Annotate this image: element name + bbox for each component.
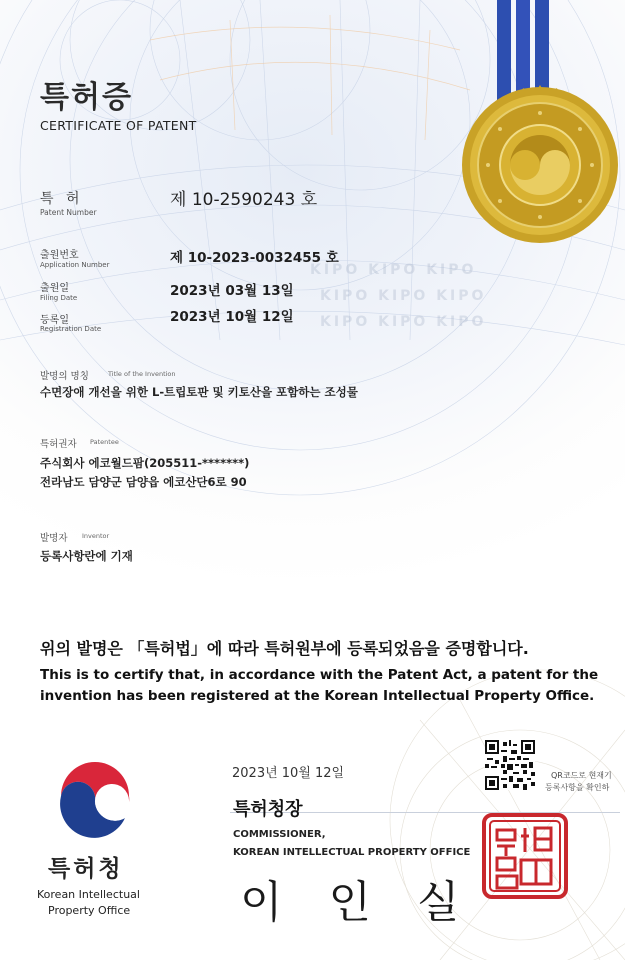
issue-date: 2023년 10월 12일 — [232, 766, 345, 781]
filing-date-label-ko: 출원일 — [40, 283, 69, 294]
kipo-name-en-line1: Korean Intellectual — [37, 888, 140, 901]
commissioner-title-ko: 특허청장 — [233, 799, 303, 820]
certificate-title-en: CERTIFICATE OF PATENT — [40, 118, 197, 133]
inventor-value: 등록사항란에 기재 — [40, 549, 133, 563]
patent-number-value: 제 10-2590243 호 — [170, 190, 318, 210]
registration-date-value: 2023년 10월 12일 — [170, 309, 294, 325]
certification-statement-ko: 위의 발명은 「특허법」에 따라 특허원부에 등록되었음을 증명합니다. — [40, 639, 529, 658]
application-number-value: 제 10-2023-0032455 호 — [170, 250, 339, 266]
kipo-watermark: KIPO KIPO KIPO — [320, 288, 487, 304]
patent-number-label-ko: 특 허 — [40, 191, 84, 207]
invention-title-value: 수면장애 개선을 위한 L-트립토판 및 키토산을 포함하는 조성물 — [40, 385, 358, 399]
certification-statement-en-line1: This is to certify that, in accordance with the Patent Act, a patent for the — [40, 667, 599, 683]
registration-date-label-en: Registration Date — [40, 325, 102, 333]
patentee-label-ko: 특허권자 — [40, 439, 77, 450]
patentee-address: 전라남도 담양군 담양읍 에코산단6로 90 — [40, 475, 247, 489]
gold-seal-icon — [460, 85, 620, 245]
certification-statement-en-line2: invention has been registered at the Korean Intellectual Property Office. — [40, 688, 595, 704]
filing-date-label-en: Filing Date — [40, 294, 78, 302]
inventor-label-en: Inventor — [82, 532, 110, 540]
patent-number-label-en: Patent Number — [40, 208, 97, 217]
qr-note-line1: QR코드로 현재기 — [551, 771, 612, 780]
kipo-taegeuk-logo-icon — [53, 760, 137, 844]
official-stamp-icon — [481, 812, 569, 900]
kipo-name-en-line2: Property Office — [48, 904, 131, 917]
commissioner-title-en-line1: COMMISSIONER, — [233, 829, 326, 840]
registration-date-label-ko: 등록일 — [40, 315, 69, 326]
inventor-label-ko: 발명자 — [40, 533, 68, 544]
qr-code-icon[interactable] — [485, 740, 535, 790]
patentee-name: 주식회사 에코월드팜(205511-*******) — [40, 456, 250, 470]
commissioner-title-en-line2: KOREAN INTELLECTUAL PROPERTY OFFICE — [233, 847, 471, 858]
application-number-label-en: Application Number — [40, 261, 110, 269]
invention-title-label-en: Title of the Invention — [108, 370, 176, 378]
qr-note-line2: 등록사항을 확인하 — [545, 783, 610, 792]
application-number-label-ko: 출원번호 — [40, 250, 79, 261]
patentee-label-en: Patentee — [90, 438, 119, 446]
invention-title-label-ko: 발명의 명칭 — [40, 371, 89, 382]
kipo-name-ko: 특허청 — [48, 856, 124, 882]
kipo-watermark: KIPO KIPO KIPO — [320, 314, 487, 330]
filing-date-value: 2023년 03월 13일 — [170, 283, 294, 299]
certificate-title-ko: 특허증 — [40, 80, 133, 115]
commissioner-signature: 이인실 — [240, 877, 506, 928]
kipo-watermark: KIPO KIPO KIPO — [310, 262, 477, 278]
